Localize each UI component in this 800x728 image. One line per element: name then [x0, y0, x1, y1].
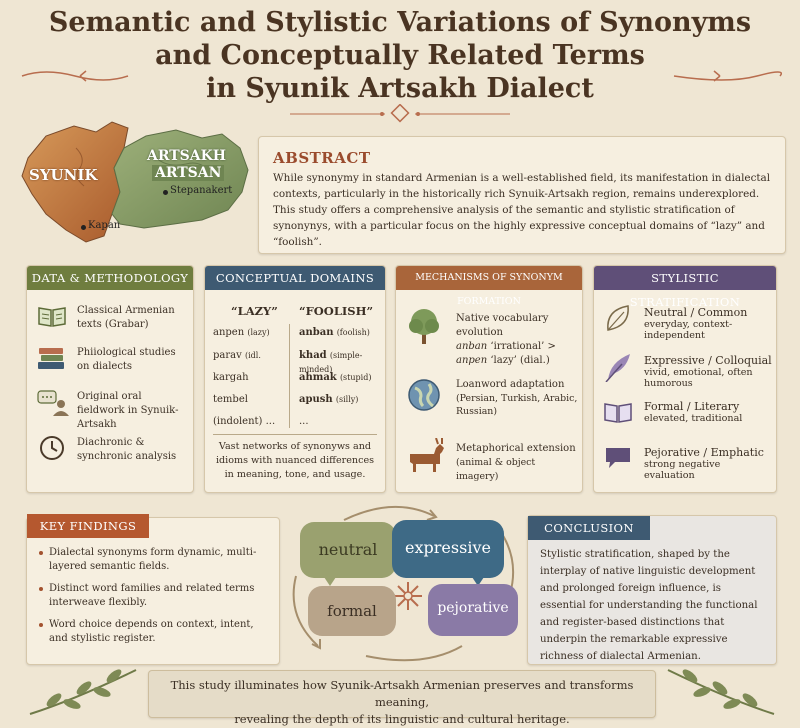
right-ornament-icon	[672, 68, 782, 84]
abstract-heading: ABSTRACT	[273, 149, 371, 167]
foolish-word-3-gloss: (stupid)	[339, 373, 372, 382]
footer-line-2: revealing the depth of its linguistic and cultural heritage.	[234, 712, 570, 726]
footer-line-1: This study illuminates how Syunik-Artsakh Armenian preserves and transforms meaning,	[170, 678, 634, 709]
metaphor-title: Metaphorical extension	[456, 443, 576, 454]
clock-icon	[38, 434, 66, 462]
title-line-1: Semantic and Stylistic Variations of Synonyms	[48, 7, 752, 38]
domains-note: Vast networks of synonyws and idioms with nuanced differences in meaning, tone, and usage.	[215, 441, 375, 480]
abstract-text: While synonymy in standard Armenian is a well-established field, its manifestation in dialectal contexts, particularly in the historically rich Synuik-Artsakh region, remains underexplored. This study offers a comprehensive analysis of the semantic and stylistic stratification of synonynys, with a particular focus on the highly expressive conceptual domains of “lazy” and “foolish”.	[273, 172, 771, 248]
loanword-block	[456, 378, 578, 418]
book-icon	[37, 304, 67, 328]
stepanakert-dot-icon	[163, 190, 168, 195]
foolish-word-2-text: khad	[299, 350, 327, 361]
finding-item-1: Dialectal synonyms form dynamic, multi-layered semantic fields.	[39, 546, 271, 574]
conclusion-heading: CONCLUSION	[528, 516, 650, 540]
left-laurel-icon	[24, 660, 144, 720]
methodology-item-1: Classical Armenian texts (Grabar)	[77, 305, 175, 330]
native-example-1-gloss: ‘irrational’ >	[490, 341, 556, 352]
lazy-word-2	[213, 349, 261, 363]
stylistic-item-4-title: Pejorative / Emphatic	[644, 446, 764, 459]
loanword-desc: (Persian, Turkish, Arabic, Russian)	[456, 393, 578, 417]
domains-heading: CONCEPTUAL DOMAINS	[205, 266, 385, 290]
native-evolution-block	[456, 312, 578, 368]
stylistic-item-2-title: Expressive / Colloquial	[644, 354, 772, 367]
lazy-word-2-text: parav	[213, 350, 242, 361]
footer-text	[149, 677, 655, 728]
foolish-word-1	[299, 326, 370, 340]
stylistic-item-4	[644, 446, 772, 481]
right-laurel-icon	[660, 660, 780, 720]
foolish-word-4	[299, 393, 358, 407]
flower-ornament-icon	[394, 582, 422, 610]
donkey-icon	[406, 438, 446, 474]
findings-card	[26, 517, 280, 665]
map-label-stepanakert: Stepanakert	[170, 185, 233, 196]
footer-banner	[148, 670, 656, 726]
lazy-word-1-gloss: (lazy)	[247, 328, 270, 337]
divider-ornament-icon	[290, 104, 510, 124]
foolish-word-4-gloss: (silly)	[335, 395, 359, 404]
lazy-word-5: (indolent) ...	[213, 416, 276, 427]
foolish-word-3	[299, 371, 371, 385]
stylistic-item-1	[644, 306, 772, 341]
abstract-card	[258, 136, 786, 254]
domains-note-divider	[213, 434, 377, 435]
tree-icon	[406, 306, 442, 346]
domains-card	[204, 265, 386, 493]
map-label-syunik: SYUNIK	[29, 166, 98, 184]
conclusion-text: Stylistic stratification, shaped by the interplay of native linguistic development and prolonged foreign influence, is essential for understanding the functional and register-based distinctions that underpin the remarkable expressive richness of dialectal Armenian.	[540, 549, 758, 662]
foolish-word-4-text: apush	[299, 394, 333, 405]
leaf-icon	[604, 304, 632, 334]
foolish-word-1-gloss: (foolish)	[336, 328, 370, 337]
findings-heading: KEY FINDINGS	[27, 514, 149, 538]
globe-icon	[407, 378, 441, 412]
stylistic-card	[593, 265, 777, 493]
neutral-bubble-tail	[322, 574, 338, 586]
stylistic-item-1-desc: everyday, context-independent	[644, 319, 733, 341]
title-line-2: and Conceptually Related Terms	[155, 40, 645, 71]
neutral-bubble-text: neutral	[318, 540, 378, 559]
lazy-word-1-text: anpen	[213, 327, 245, 338]
open-book-icon	[603, 400, 633, 426]
domains-divider	[289, 324, 290, 428]
foolish-word-1-text: anban	[299, 327, 334, 338]
books-stack-icon	[37, 346, 67, 372]
map-label-artsakh: ARTSAKH	[147, 148, 227, 164]
foolish-word-5: ...	[299, 416, 309, 427]
map-label-artsan: ARTSAN	[152, 165, 224, 181]
stylistic-item-3	[644, 400, 772, 424]
feather-quill-icon	[604, 352, 632, 382]
finding-item-2: Distinct word families and related terms interweave flexibly.	[39, 582, 271, 610]
methodology-item-3: Original oral fieldwork in Synuik-Artsakh	[77, 391, 179, 430]
methodology-item-2: Phiiological studies on dialects	[77, 347, 176, 372]
lazy-heading: “LAZY”	[231, 304, 278, 318]
lazy-word-3: kargah	[213, 372, 249, 383]
stylistic-item-2	[644, 354, 772, 389]
page-title	[0, 6, 800, 105]
left-ornament-icon	[20, 68, 130, 84]
mechanisms-card	[395, 265, 583, 493]
lazy-word-1	[213, 326, 270, 340]
stylistic-item-3-desc: elevated, traditional	[644, 413, 743, 424]
foolish-word-3-text: ahmak	[299, 372, 337, 383]
methodology-card	[26, 265, 194, 493]
native-evolution-title: Native vocabulary evolution	[456, 313, 549, 338]
speech-fieldwork-icon	[37, 390, 69, 416]
native-example-1: anban	[456, 341, 488, 352]
kapan-dot-icon	[81, 225, 86, 230]
metaphor-block	[456, 442, 578, 484]
metaphor-desc: (animal & object imagery)	[456, 457, 536, 482]
lazy-word-2-gloss: (idl.	[244, 351, 261, 360]
title-line-3: in Syunik Artsakh Dialect	[206, 73, 594, 104]
methodology-heading: DATA & METHODOLOGY	[27, 266, 193, 290]
stylistic-item-4-desc: strong negative evaluation	[644, 459, 721, 481]
conclusion-card	[527, 515, 777, 665]
formal-bubble-text: formal	[327, 602, 377, 620]
stylistic-heading: STYLISTIC STRATIFICATION	[594, 266, 776, 290]
map-label-kapan: Kapan	[88, 220, 121, 231]
methodology-item-4: Diachronic & synchronic analysis	[77, 437, 177, 462]
findings-list	[39, 546, 271, 654]
speech-bubble-icon	[603, 444, 633, 472]
lazy-word-4: tembel	[213, 394, 248, 405]
stylistic-item-2-desc: vivid, emotional, often humorous	[644, 367, 753, 389]
mechanisms-heading: MECHANISMS OF SYNONYM FORMATION	[396, 266, 582, 290]
pejorative-bubble-text: pejorative	[437, 600, 509, 616]
loanword-title: Loanword adaptation	[456, 379, 565, 390]
expressive-bubble-text: expressive	[405, 538, 491, 557]
native-example-2-gloss: ‘lazy’ (dial.)	[490, 355, 550, 366]
foolish-heading: “FOOLISH”	[299, 304, 374, 318]
native-example-2: anpen	[456, 355, 488, 366]
stylistic-item-3-title: Formal / Literary	[644, 400, 740, 413]
finding-item-3: Word choice depends on context, intent, and stylistic register.	[39, 618, 271, 646]
foolish-word-2-gloss: (simple-minded)	[299, 351, 363, 374]
stylistic-item-1-title: Neutral / Common	[644, 306, 748, 319]
